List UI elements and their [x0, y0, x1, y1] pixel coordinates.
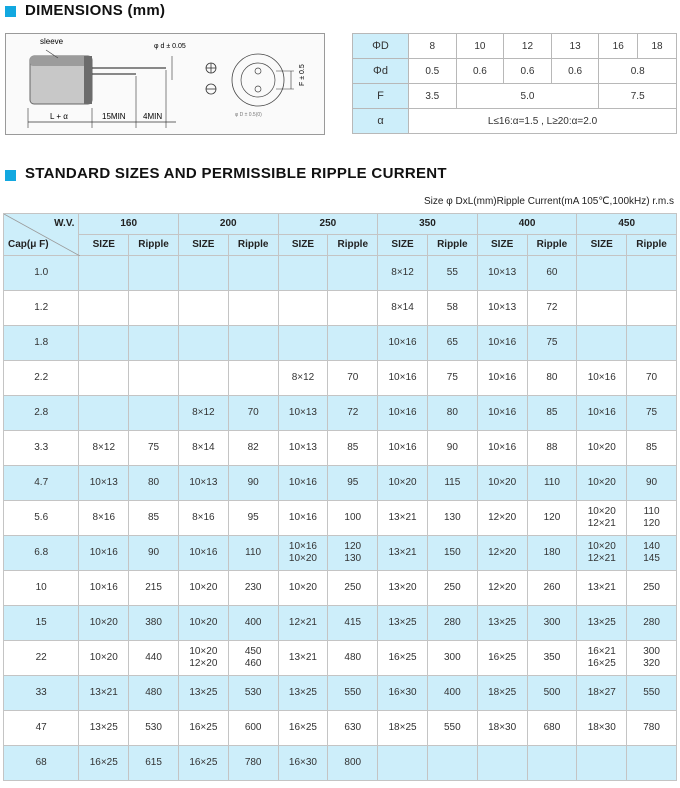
size-cell: 10×20 12×21: [577, 536, 627, 571]
ripple-cell: 260: [527, 571, 577, 606]
ripple-cell: [328, 326, 378, 361]
length-label: L + α: [50, 112, 68, 121]
ripple-cell: [328, 256, 378, 291]
ripple-cell: 58: [427, 291, 477, 326]
size-cell: [278, 256, 328, 291]
cap-value: 2.8: [4, 396, 79, 431]
size-cell: 10×13: [79, 466, 129, 501]
ripple-note: Size φ DxL(mm)Ripple Current(mA 105℃,100kHz) r.m.s: [424, 196, 674, 207]
ripple-cell: 70: [627, 361, 677, 396]
ripple-cell: 180: [527, 536, 577, 571]
ripple-cell: [129, 256, 179, 291]
section-bullet-icon: [5, 170, 16, 181]
size-cell: 10×16: [477, 431, 527, 466]
table-row: [4, 676, 677, 711]
phiD-cell: 12: [504, 34, 552, 59]
table-row: [4, 466, 677, 501]
ripple-cell: 300 320: [627, 641, 677, 676]
f-tolerance-label: F ± 0.5: [299, 64, 306, 86]
table-row: [4, 711, 677, 746]
cap-label: Cap(μ F): [8, 239, 49, 250]
ripple-cell: 75: [129, 431, 179, 466]
size-cell: 10×16: [79, 571, 129, 606]
size-cell: 8×12: [178, 396, 228, 431]
size-cell: [278, 291, 328, 326]
ripple-cell: 85: [527, 396, 577, 431]
ripple-cell: 65: [427, 326, 477, 361]
size-cell: 8×12: [278, 361, 328, 396]
F-cell: 5.0: [456, 84, 599, 109]
size-cell: 12×20: [477, 536, 527, 571]
ripple-cell: 120 130: [328, 536, 378, 571]
ripple-header: Ripple: [129, 235, 179, 256]
size-cell: 13×21: [79, 676, 129, 711]
ripple-table: [3, 213, 677, 781]
size-cell: 8×14: [178, 431, 228, 466]
size-cell: 10×16: [378, 431, 428, 466]
table-row: [4, 396, 677, 431]
ripple-cell: 230: [228, 571, 278, 606]
size-cell: 13×21: [378, 501, 428, 536]
ripple-cell: [427, 746, 477, 781]
voltage-header: 160: [79, 214, 179, 235]
size-cell: [79, 291, 129, 326]
size-header: SIZE: [278, 235, 328, 256]
dimensions-title: DIMENSIONS (mm): [25, 2, 166, 19]
size-header: SIZE: [178, 235, 228, 256]
ripple-cell: 75: [627, 396, 677, 431]
ripple-cell: 280: [627, 606, 677, 641]
size-cell: 10×20: [79, 606, 129, 641]
ripple-cell: 120: [527, 501, 577, 536]
size-cell: 8×16: [79, 501, 129, 536]
cap-value: 1.8: [4, 326, 79, 361]
ripple-cell: 530: [228, 676, 278, 711]
size-cell: 10×20: [577, 466, 627, 501]
ripple-cell: 80: [129, 466, 179, 501]
ripple-cell: 60: [527, 256, 577, 291]
ripple-cell: 380: [129, 606, 179, 641]
phid-cell: 0.8: [599, 59, 677, 84]
size-cell: 10×16 10×20: [278, 536, 328, 571]
size-cell: 10×20 12×20: [178, 641, 228, 676]
size-cell: 13×25: [278, 676, 328, 711]
cap-value: 1.2: [4, 291, 79, 326]
ripple-cell: 215: [129, 571, 179, 606]
ripple-cell: 630: [328, 711, 378, 746]
ripple-cell: 550: [627, 676, 677, 711]
voltage-header: 350: [378, 214, 478, 235]
size-cell: 10×16: [278, 501, 328, 536]
table-row: [4, 746, 677, 781]
size-header: SIZE: [79, 235, 129, 256]
size-cell: 18×30: [477, 711, 527, 746]
ripple-cell: [228, 256, 278, 291]
size-cell: 10×16: [378, 326, 428, 361]
capacitor-top-band: [30, 56, 92, 66]
size-cell: 18×27: [577, 676, 627, 711]
size-cell: [178, 361, 228, 396]
ripple-cell: [129, 361, 179, 396]
ripple-cell: 95: [328, 466, 378, 501]
ripple-cell: 780: [228, 746, 278, 781]
size-cell: 13×25: [477, 606, 527, 641]
size-cell: 10×20: [178, 571, 228, 606]
ripple-cell: [627, 291, 677, 326]
size-cell: [577, 291, 627, 326]
ripple-cell: [129, 326, 179, 361]
ripple-cell: [129, 396, 179, 431]
size-cell: 8×16: [178, 501, 228, 536]
ripple-cell: [129, 291, 179, 326]
size-cell: 10×13: [477, 291, 527, 326]
ripple-header: Ripple: [228, 235, 278, 256]
ripple-cell: 110 120: [627, 501, 677, 536]
size-cell: [79, 256, 129, 291]
size-cell: 8×12: [79, 431, 129, 466]
size-header: SIZE: [378, 235, 428, 256]
cap-value: 1.0: [4, 256, 79, 291]
size-cell: 13×25: [378, 606, 428, 641]
size-cell: [278, 326, 328, 361]
voltage-header: 250: [278, 214, 378, 235]
F-header: F: [353, 84, 409, 109]
ripple-cell: 95: [228, 501, 278, 536]
size-cell: 8×14: [378, 291, 428, 326]
ripple-cell: 415: [328, 606, 378, 641]
phiD-cell: 10: [456, 34, 504, 59]
ripple-cell: 280: [427, 606, 477, 641]
ripple-cell: 250: [328, 571, 378, 606]
lead-4min-label: 4MIN: [143, 112, 163, 121]
phi-d-label: φ d ± 0.05: [154, 43, 186, 50]
ripple-cell: 55: [427, 256, 477, 291]
phid-header: Φd: [353, 59, 409, 84]
size-cell: 10×20: [477, 466, 527, 501]
ripple-title: STANDARD SIZES AND PERMISSIBLE RIPPLE CURRENT: [25, 165, 447, 182]
size-cell: 16×25: [178, 746, 228, 781]
table-row: [4, 536, 677, 571]
ripple-cell: 480: [328, 641, 378, 676]
table-row: [4, 431, 677, 466]
size-cell: 10×16: [378, 361, 428, 396]
size-cell: [79, 326, 129, 361]
size-cell: 13×25: [577, 606, 627, 641]
size-cell: 16×25: [278, 711, 328, 746]
cap-value: 68: [4, 746, 79, 781]
ripple-cell: [627, 326, 677, 361]
ripple-cell: [627, 256, 677, 291]
ripple-cell: 550: [427, 711, 477, 746]
size-cell: 12×21: [278, 606, 328, 641]
ripple-cell: 70: [328, 361, 378, 396]
ripple-cell: 88: [527, 431, 577, 466]
cap-value: 15: [4, 606, 79, 641]
ripple-cell: 550: [328, 676, 378, 711]
size-cell: 10×16: [178, 536, 228, 571]
size-cell: 10×20: [79, 641, 129, 676]
phiD-cell: 13: [551, 34, 599, 59]
size-cell: 10×16: [477, 361, 527, 396]
capacitor-drawing: [6, 34, 324, 134]
F-cell: 3.5: [409, 84, 457, 109]
size-cell: 13×21: [278, 641, 328, 676]
size-cell: [378, 746, 428, 781]
size-cell: 10×20: [178, 606, 228, 641]
phiD-cell: 18: [638, 34, 677, 59]
bottom-view-label: φ D ± 0.5(0): [235, 112, 262, 118]
size-cell: 13×21: [378, 536, 428, 571]
ripple-cell: 90: [627, 466, 677, 501]
ripple-cell: 250: [427, 571, 477, 606]
size-cell: [79, 361, 129, 396]
ripple-cell: [328, 291, 378, 326]
size-cell: 10×16: [577, 361, 627, 396]
table-row: [4, 606, 677, 641]
ripple-cell: 110: [228, 536, 278, 571]
ripple-cell: [228, 361, 278, 396]
size-cell: 18×25: [378, 711, 428, 746]
size-cell: 8×12: [378, 256, 428, 291]
ripple-cell: 300: [427, 641, 477, 676]
ripple-cell: 75: [427, 361, 477, 396]
ripple-cell: 70: [228, 396, 278, 431]
ripple-cell: 440: [129, 641, 179, 676]
ripple-cell: 85: [328, 431, 378, 466]
ripple-cell: 450 460: [228, 641, 278, 676]
ripple-cell: 500: [527, 676, 577, 711]
cap-value: 3.3: [4, 431, 79, 466]
table-row: [4, 571, 677, 606]
size-cell: 16×25: [79, 746, 129, 781]
phid-cell: 0.6: [551, 59, 599, 84]
ripple-cell: 72: [328, 396, 378, 431]
ripple-cell: 400: [427, 676, 477, 711]
size-cell: [178, 291, 228, 326]
ripple-cell: 90: [129, 536, 179, 571]
ripple-cell: 115: [427, 466, 477, 501]
voltage-header: 400: [477, 214, 577, 235]
size-header: SIZE: [477, 235, 527, 256]
size-cell: 13×20: [378, 571, 428, 606]
ripple-cell: 250: [627, 571, 677, 606]
cap-value: 47: [4, 711, 79, 746]
phid-cell: 0.6: [504, 59, 552, 84]
ripple-cell: 82: [228, 431, 278, 466]
size-cell: 10×20: [577, 431, 627, 466]
ripple-cell: 150: [427, 536, 477, 571]
ripple-cell: 85: [627, 431, 677, 466]
ripple-cell: [228, 326, 278, 361]
ripple-cell: 80: [427, 396, 477, 431]
ripple-cell: 400: [228, 606, 278, 641]
size-cell: [577, 256, 627, 291]
ripple-cell: 615: [129, 746, 179, 781]
ripple-cell: 85: [129, 501, 179, 536]
capacitor-sleeve-end: [84, 56, 92, 104]
size-cell: [178, 326, 228, 361]
bottom-view-outer: [232, 54, 284, 106]
alpha-header: α: [353, 109, 409, 134]
section-bullet-icon: [5, 6, 16, 17]
cap-value: 5.6: [4, 501, 79, 536]
size-cell: [79, 396, 129, 431]
F-cell: 7.5: [599, 84, 677, 109]
alpha-cell: L≤16:α=1.5 , L≥20:α=2.0: [409, 109, 677, 134]
phiD-cell: 16: [599, 34, 638, 59]
size-cell: 16×25: [477, 641, 527, 676]
ripple-cell: [527, 746, 577, 781]
dimension-drawing: [5, 33, 325, 135]
size-cell: [178, 256, 228, 291]
header-corner: [4, 214, 79, 256]
size-cell: 10×20: [278, 571, 328, 606]
size-cell: 10×13: [178, 466, 228, 501]
ripple-cell: [228, 291, 278, 326]
ripple-header: Ripple: [427, 235, 477, 256]
size-cell: 18×25: [477, 676, 527, 711]
size-cell: 10×20 12×21: [577, 501, 627, 536]
wv-label: W.V.: [54, 218, 75, 229]
table-row: [4, 291, 677, 326]
ripple-cell: 350: [527, 641, 577, 676]
table-row: [4, 361, 677, 396]
phiD-header: ΦD: [353, 34, 409, 59]
size-cell: 16×25: [178, 711, 228, 746]
size-cell: 10×16: [79, 536, 129, 571]
voltage-header: 200: [178, 214, 278, 235]
ripple-cell: 140 145: [627, 536, 677, 571]
phid-cell: 0.6: [456, 59, 504, 84]
cap-value: 6.8: [4, 536, 79, 571]
ripple-cell: 75: [527, 326, 577, 361]
size-header: SIZE: [577, 235, 627, 256]
ripple-cell: 480: [129, 676, 179, 711]
cap-value: 4.7: [4, 466, 79, 501]
size-cell: 10×13: [278, 431, 328, 466]
size-cell: 10×16: [577, 396, 627, 431]
size-cell: 10×16: [477, 326, 527, 361]
size-cell: 10×20: [378, 466, 428, 501]
size-cell: [477, 746, 527, 781]
lead-15min-label: 15MIN: [102, 112, 126, 121]
ripple-header: Ripple: [328, 235, 378, 256]
ripple-cell: 100: [328, 501, 378, 536]
size-cell: [577, 746, 627, 781]
voltage-header: 450: [577, 214, 677, 235]
size-cell: 10×13: [477, 256, 527, 291]
size-cell: 10×16: [378, 396, 428, 431]
size-cell: 16×21 16×25: [577, 641, 627, 676]
size-cell: 12×20: [477, 571, 527, 606]
size-cell: 13×25: [178, 676, 228, 711]
ripple-cell: 780: [627, 711, 677, 746]
ripple-cell: 800: [328, 746, 378, 781]
cap-value: 10: [4, 571, 79, 606]
sleeve-label: sleeve: [40, 37, 64, 46]
ripple-cell: 130: [427, 501, 477, 536]
ripple-cell: 110: [527, 466, 577, 501]
size-cell: 18×30: [577, 711, 627, 746]
size-cell: 16×30: [278, 746, 328, 781]
phid-cell: 0.5: [409, 59, 457, 84]
size-cell: [577, 326, 627, 361]
size-cell: 10×16: [278, 466, 328, 501]
table-row: [4, 256, 677, 291]
ripple-cell: [627, 746, 677, 781]
cap-value: 22: [4, 641, 79, 676]
size-cell: 13×21: [577, 571, 627, 606]
ripple-header: Ripple: [627, 235, 677, 256]
size-cell: 12×20: [477, 501, 527, 536]
ripple-cell: 600: [228, 711, 278, 746]
ripple-cell: 80: [527, 361, 577, 396]
ripple-cell: 300: [527, 606, 577, 641]
size-cell: 10×16: [477, 396, 527, 431]
table-row: [4, 326, 677, 361]
ripple-cell: 72: [527, 291, 577, 326]
size-cell: 10×13: [278, 396, 328, 431]
ripple-cell: 90: [427, 431, 477, 466]
table-row: [4, 641, 677, 676]
ripple-cell: 90: [228, 466, 278, 501]
ripple-cell: 680: [527, 711, 577, 746]
table-row: [4, 501, 677, 536]
size-cell: 16×30: [378, 676, 428, 711]
cap-value: 2.2: [4, 361, 79, 396]
ripple-cell: 530: [129, 711, 179, 746]
phiD-cell: 8: [409, 34, 457, 59]
cap-value: 33: [4, 676, 79, 711]
ripple-header: Ripple: [527, 235, 577, 256]
size-cell: 13×25: [79, 711, 129, 746]
size-cell: 16×25: [378, 641, 428, 676]
dimensions-table: [352, 33, 677, 134]
